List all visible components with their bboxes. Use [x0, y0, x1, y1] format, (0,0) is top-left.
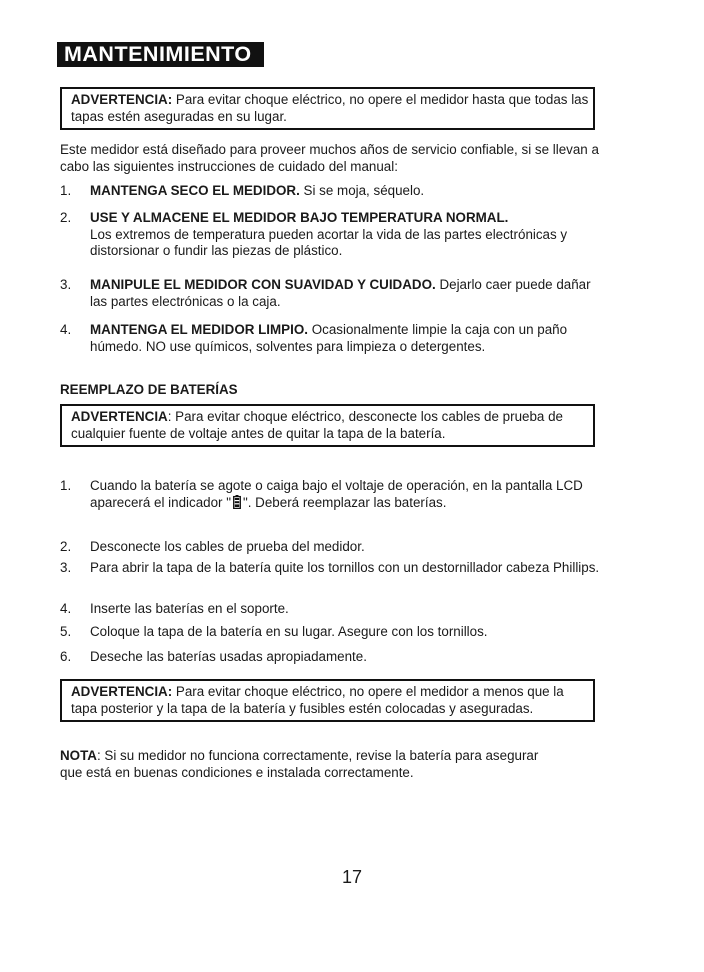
step-text: Inserte las baterías en el soporte.	[90, 601, 289, 616]
step-text: Desconecte los cables de prueba del medidor.	[90, 539, 365, 554]
step-text: Para abrir la tapa de la batería quite los tornillos con un destornillador cabeza Phillips.	[90, 560, 600, 575]
item-number: 4.	[60, 322, 72, 337]
warning-label: ADVERTENCIA:	[71, 684, 173, 699]
step-number: 4.	[60, 601, 72, 616]
intro-paragraph: Este medidor está diseñado para proveer muchos años de servicio confiable, si se llevan a cabo las siguientes instrucciones de cuidado del manual:	[60, 142, 599, 174]
note-paragraph	[60, 748, 560, 781]
step-text-cont: ". Deberá reemplazar las baterías.	[242, 494, 447, 510]
page-number: 17	[341, 867, 363, 887]
warning-text: Para evitar choque eléctrico, no opere el medidor a menos que la tapa posterior y la tapa de la batería y fusibles estén colocadas y aseguradas.	[71, 684, 564, 716]
warning-text: Para evitar choque eléctrico, no opere el medidor hasta que todas las tapas estén aseguradas en su lugar.	[71, 92, 589, 124]
item-heading: MANIPULE EL MEDIDOR CON SUAVIDAD Y CUIDADO.	[90, 277, 436, 292]
item-heading: MANTENGA SECO EL MEDIDOR.	[90, 183, 300, 198]
warning-box-battery	[60, 404, 595, 447]
item-number: 3.	[60, 277, 72, 292]
section-title: MANTENIMIENTO	[57, 42, 264, 67]
item-text: Ocasionalmente limpie la caja con un paño húmedo. NO use químicos, solventes para limpieza o detergentes.	[90, 322, 568, 354]
step-number: 1.	[60, 478, 72, 493]
warning-label: ADVERTENCIA:	[71, 92, 173, 107]
warning-label: ADVERTENCIA	[71, 409, 168, 424]
item-text: Dejarlo caer puede dañar las partes electrónicas o la caja.	[90, 277, 591, 309]
step-number: 6.	[60, 649, 72, 664]
warning-box-fuses	[60, 679, 595, 722]
battery-heading: REEMPLAZO DE BATERÍAS	[60, 382, 238, 397]
note-text: : Si su medidor no funciona correctamente, revise la batería para asegurar que está en buenas condiciones e instalada correctamente.	[60, 748, 539, 780]
warning-box-covers	[60, 87, 595, 130]
item-text: Si se moja, séquelo.	[303, 183, 425, 198]
step-text: Deseche las baterías usadas apropiadamente.	[90, 649, 367, 664]
warning-text: : Para evitar choque eléctrico, desconecte los cables de prueba de cualquier fuente de voltaje antes de quitar la tapa de la batería.	[71, 409, 563, 441]
battery-low-icon	[233, 495, 241, 514]
step-number: 3.	[60, 560, 72, 575]
step-text: Coloque la tapa de la batería en su lugar. Asegure con los tornillos.	[90, 624, 488, 639]
step-text: Cuando la batería se agote o caiga bajo el voltaje de operación, en la pantalla LCD aparecerá el indicador "	[90, 478, 583, 510]
item-heading: MANTENGA EL MEDIDOR LIMPIO.	[90, 322, 308, 337]
step-number: 5.	[60, 624, 72, 639]
item-number: 1.	[60, 183, 72, 198]
item-number: 2.	[60, 210, 72, 225]
note-label: NOTA	[60, 748, 97, 763]
item-heading: USE Y ALMACENE EL MEDIDOR BAJO TEMPERATURA NORMAL.	[90, 210, 509, 225]
step-number: 2.	[60, 539, 72, 554]
item-text: Los extremos de temperatura pueden acortar la vida de las partes electrónicas y distorsionar o fundir las piezas de plástico.	[90, 226, 568, 258]
